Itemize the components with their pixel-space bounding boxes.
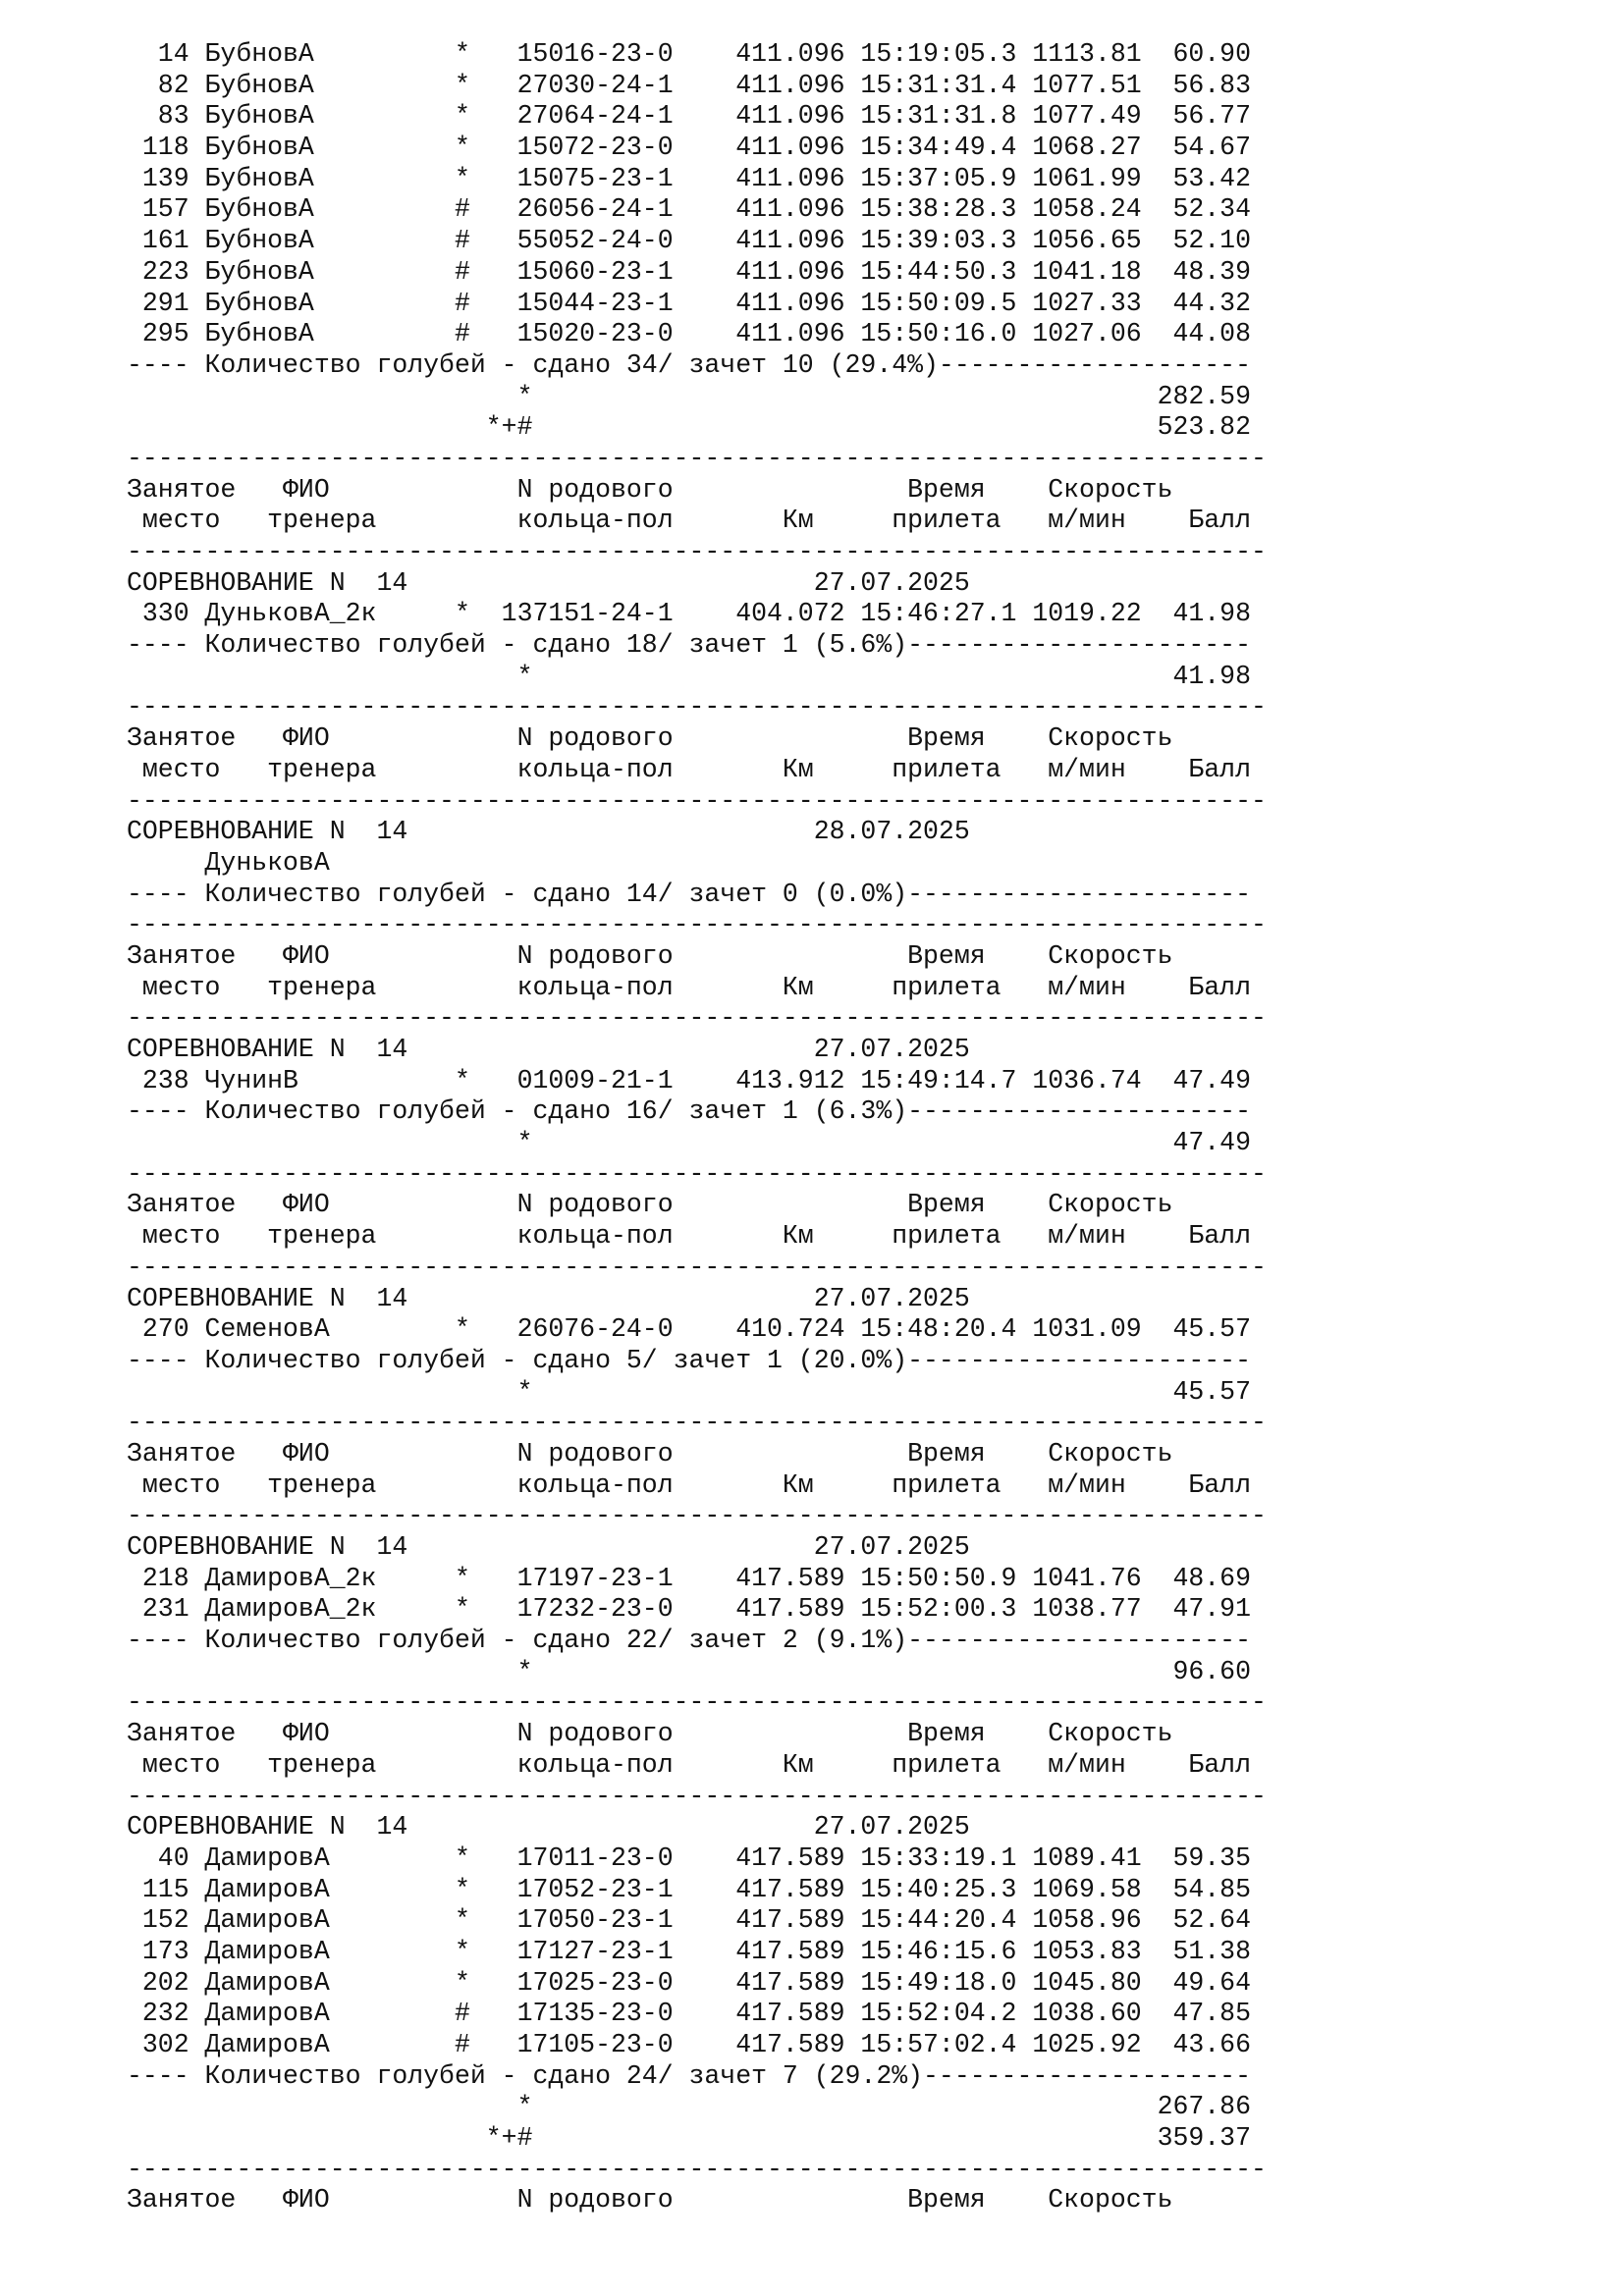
fancier-name: ДуньковА [127, 847, 330, 878]
result-row: 152 ДамировА * 17050-23-1 417.589 15:44:20.4 1058.96 52.64 [127, 1905, 1251, 1936]
result-row: 157 БубновА # 26056-24-1 411.096 15:38:28.3 1058.24 52.34 [127, 194, 1251, 225]
separator-line: ------------------------------------------------------------------------- [127, 1003, 1267, 1034]
score-total: *+# 523.82 [127, 412, 1251, 443]
result-row: 231 ДамировА_2к * 17232-23-0 417.589 15:52:00.3 1038.77 47.91 [127, 1594, 1251, 1625]
result-row: 291 БубновА # 15044-23-1 411.096 15:50:09.5 1027.33 44.32 [127, 288, 1251, 318]
separator-line: ------------------------------------------------------------------------- [127, 1252, 1267, 1282]
column-header: Занятое ФИО N родового Время Скорость [127, 474, 1173, 505]
competition-header: СОРЕВНОВАНИЕ N 14 27.07.2025 [127, 1532, 970, 1562]
results-printout [127, 39, 1580, 2216]
separator-line: ------------------------------------------------------------------------- [127, 1408, 1267, 1438]
separator-line: ------------------------------------------------------------------------- [127, 2154, 1267, 2184]
result-row: 82 БубновА * 27030-24-1 411.096 15:31:31.4 1077.51 56.83 [127, 70, 1251, 100]
result-row: 83 БубновА * 27064-24-1 411.096 15:31:31.8 1077.49 56.77 [127, 101, 1251, 132]
result-row: 270 СеменовА * 26076-24-0 410.724 15:48:20.4 1031.09 45.57 [127, 1314, 1251, 1345]
column-header: Занятое ФИО N родового Время Скорость [127, 723, 1173, 754]
result-row: 14 БубновА * 15016-23-0 411.096 15:19:05.3 1113.81 60.90 [127, 39, 1251, 69]
column-header: место тренера кольца-пол Км прилета м/мин Балл [127, 1221, 1251, 1252]
separator-line: ------------------------------------------------------------------------- [127, 1158, 1267, 1189]
score-total: * 96.60 [127, 1656, 1251, 1686]
separator-line: ------------------------------------------------------------------------- [127, 537, 1267, 566]
column-header: место тренера кольца-пол Км прилета м/мин Балл [127, 754, 1251, 784]
separator-line: ------------------------------------------------------------------------- [127, 692, 1267, 722]
result-row: 302 ДамировА # 17105-23-0 417.589 15:57:02.4 1025.92 43.66 [127, 2030, 1251, 2059]
score-total: * 282.59 [127, 381, 1251, 411]
separator-line: ------------------------------------------------------------------------- [127, 785, 1267, 816]
result-row: 139 БубновА * 15075-23-1 411.096 15:37:05.9 1061.99 53.42 [127, 163, 1251, 193]
result-row: 295 БубновА # 15020-23-0 411.096 15:50:16.0 1027.06 44.08 [127, 319, 1251, 349]
column-header: Занятое ФИО N родового Время Скорость [127, 1438, 1173, 1468]
column-header: место тренера кольца-пол Км прилета м/мин Балл [127, 506, 1251, 536]
pigeon-count-summary: ---- Количество голубей - сдано 22/ зачет 2 (9.1%)---------------------- [127, 1626, 1251, 1656]
result-row: 232 ДамировА # 17135-23-0 417.589 15:52:04.2 1038.60 47.85 [127, 1999, 1251, 2029]
result-row: 161 БубновА # 55052-24-0 411.096 15:39:03.3 1056.65 52.10 [127, 226, 1251, 256]
result-row: 202 ДамировА * 17025-23-0 417.589 15:49:18.0 1045.80 49.64 [127, 1967, 1251, 1998]
competition-header: СОРЕВНОВАНИЕ N 14 27.07.2025 [127, 1283, 970, 1313]
column-header: место тренера кольца-пол Км прилета м/мин Балл [127, 1749, 1251, 1780]
column-header: Занятое ФИО N родового Время Скорость [127, 940, 1173, 971]
separator-line: ------------------------------------------------------------------------- [127, 1687, 1267, 1718]
pigeon-count-summary: ---- Количество голубей - сдано 24/ зачет 7 (29.2%)--------------------- [127, 2060, 1251, 2091]
column-header: Занятое ФИО N родового Время Скорость [127, 1190, 1173, 1220]
score-total: * 45.57 [127, 1376, 1251, 1407]
competition-header: СОРЕВНОВАНИЕ N 14 27.07.2025 [127, 1035, 970, 1064]
column-header: место тренера кольца-пол Км прилета м/мин Балл [127, 1469, 1251, 1500]
pigeon-count-summary: ---- Количество голубей - сдано 16/ зачет 1 (6.3%)---------------------- [127, 1096, 1251, 1127]
result-row: 118 БубновА * 15072-23-0 411.096 15:34:49.4 1068.27 54.67 [127, 133, 1251, 163]
score-total: * 267.86 [127, 2092, 1251, 2122]
result-row: 218 ДамировА_2к * 17197-23-1 417.589 15:50:50.9 1041.76 48.69 [127, 1563, 1251, 1593]
column-header: место тренера кольца-пол Км прилета м/мин Балл [127, 972, 1251, 1002]
pigeon-count-summary: ---- Количество голубей - сдано 5/ зачет 1 (20.0%)---------------------- [127, 1345, 1251, 1375]
result-row: 115 ДамировА * 17052-23-1 417.589 15:40:25.3 1069.58 54.85 [127, 1874, 1251, 1904]
result-row: 330 ДуньковА_2к * 137151-24-1 404.072 15:46:27.1 1019.22 41.98 [127, 599, 1251, 629]
result-row: 40 ДамировА * 17011-23-0 417.589 15:33:19.1 1089.41 59.35 [127, 1842, 1251, 1873]
column-header: Занятое ФИО N родового Время Скорость [127, 1719, 1173, 1749]
separator-line: ------------------------------------------------------------------------- [127, 443, 1267, 473]
separator-line: ------------------------------------------------------------------------- [127, 910, 1267, 940]
pigeon-count-summary: ---- Количество голубей - сдано 34/ зачет 10 (29.4%)-------------------- [127, 349, 1251, 380]
score-total: *+# 359.37 [127, 2123, 1251, 2154]
competition-header: СОРЕВНОВАНИЕ N 14 28.07.2025 [127, 817, 970, 847]
pigeon-count-summary: ---- Количество голубей - сдано 14/ зачет 0 (0.0%)---------------------- [127, 879, 1251, 909]
score-total: * 41.98 [127, 661, 1251, 691]
result-row: 173 ДамировА * 17127-23-1 417.589 15:46:15.6 1053.83 51.38 [127, 1936, 1251, 1966]
pigeon-count-summary: ---- Количество голубей - сдано 18/ зачет 1 (5.6%)---------------------- [127, 630, 1251, 661]
separator-line: ------------------------------------------------------------------------- [127, 1781, 1267, 1811]
result-row: 238 ЧунинВ * 01009-21-1 413.912 15:49:14.7 1036.74 47.49 [127, 1065, 1251, 1095]
column-header: Занятое ФИО N родового Время Скорость [127, 2185, 1173, 2216]
separator-line: ------------------------------------------------------------------------- [127, 1501, 1267, 1531]
competition-header: СОРЕВНОВАНИЕ N 14 27.07.2025 [127, 567, 970, 598]
competition-header: СОРЕВНОВАНИЕ N 14 27.07.2025 [127, 1812, 970, 1842]
result-row: 223 БубновА # 15060-23-1 411.096 15:44:50.3 1041.18 48.39 [127, 256, 1251, 287]
score-total: * 47.49 [127, 1128, 1251, 1158]
